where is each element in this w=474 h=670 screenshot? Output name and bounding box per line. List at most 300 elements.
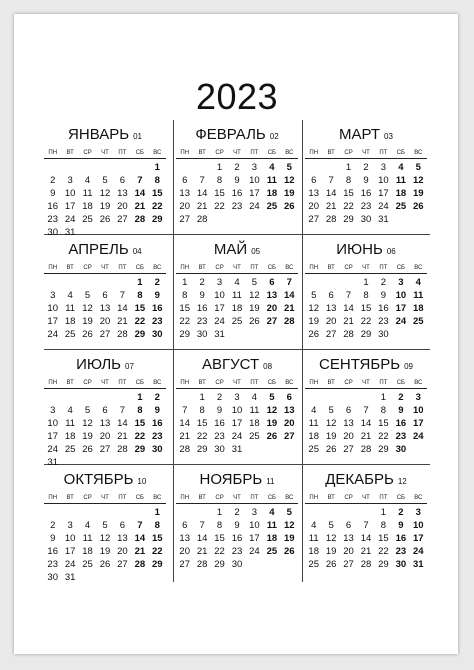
day-cell: 2 xyxy=(398,507,404,518)
day-cell: 27 xyxy=(99,444,111,455)
day-cell: 28 xyxy=(283,316,295,327)
days-grid xyxy=(44,389,166,469)
column-divider xyxy=(173,120,174,582)
day-cell: 12 xyxy=(308,303,319,314)
weekday-label: ПН xyxy=(309,380,319,386)
day-cell: 1 xyxy=(363,277,369,288)
month-11 xyxy=(176,471,298,571)
day-cell: 1 xyxy=(199,392,205,403)
day-cell: 25 xyxy=(64,329,76,340)
empty-cell xyxy=(340,276,357,289)
day-cell: 24 xyxy=(231,431,243,442)
day-cell: 1 xyxy=(154,507,160,518)
day-cell: 5 xyxy=(328,405,334,416)
day-cell: 31 xyxy=(231,444,243,455)
weekday-label: ВТ xyxy=(198,495,206,501)
day-cell: 6 xyxy=(286,392,292,403)
weekday-label: ВТ xyxy=(327,265,335,271)
day-cell: 22 xyxy=(134,316,146,327)
month-name: ФЕВРАЛЬ xyxy=(195,126,266,143)
day-cell: 14 xyxy=(196,533,208,544)
day-cell: 6 xyxy=(182,520,188,531)
day-cell: 3 xyxy=(251,162,258,173)
day-cell: 17 xyxy=(64,546,76,557)
weekday-header xyxy=(44,148,166,159)
empty-cell xyxy=(322,391,339,404)
weekday-label: ПТ xyxy=(379,495,388,501)
day-cell: 24 xyxy=(395,316,407,327)
day-cell: 24 xyxy=(47,444,58,455)
day-cell: 8 xyxy=(380,520,387,531)
day-cell: 22 xyxy=(151,201,163,212)
day-cell: 12 xyxy=(283,175,295,186)
weekday-label: ПН xyxy=(48,495,58,501)
weekday-label: ПТ xyxy=(250,265,259,271)
weekday-label: ВТ xyxy=(327,495,335,501)
day-cell: 15 xyxy=(134,418,146,429)
days-grid xyxy=(305,274,427,341)
day-cell: 14 xyxy=(283,290,295,301)
day-cell: 11 xyxy=(65,418,76,429)
day-cell: 30 xyxy=(151,444,163,455)
day-cell: 10 xyxy=(47,418,58,429)
weekday-label: ВС xyxy=(414,380,423,386)
empty-cell xyxy=(114,161,131,174)
day-cell: 16 xyxy=(151,418,163,429)
day-cell: 26 xyxy=(99,214,111,225)
day-cell: 17 xyxy=(378,188,389,199)
day-cell: 11 xyxy=(82,188,93,199)
weekday-label: СР xyxy=(83,265,92,271)
day-cell: 27 xyxy=(283,431,295,442)
day-cell: 14 xyxy=(117,418,128,429)
day-cell: 15 xyxy=(214,188,225,199)
month-name: СЕНТЯБРЬ xyxy=(319,356,401,373)
days-grid xyxy=(44,274,166,341)
empty-cell xyxy=(96,391,113,404)
month-03 xyxy=(305,126,427,226)
day-cell: 4 xyxy=(251,392,258,403)
empty-cell xyxy=(193,161,210,174)
days-grid xyxy=(305,159,427,226)
empty-cell xyxy=(79,391,96,404)
days-grid xyxy=(305,504,427,571)
day-cell: 20 xyxy=(266,303,278,314)
weekday-header xyxy=(176,263,298,274)
day-cell: 12 xyxy=(82,303,93,314)
day-cell: 8 xyxy=(154,520,160,531)
month-number: 02 xyxy=(269,132,279,141)
day-cell: 17 xyxy=(412,533,424,544)
empty-cell xyxy=(305,506,322,519)
day-cell: 20 xyxy=(308,201,319,212)
day-cell: 21 xyxy=(179,431,190,442)
day-cell: 12 xyxy=(99,533,111,544)
day-cell: 23 xyxy=(47,559,58,570)
day-cell: 4 xyxy=(311,520,317,531)
day-cell: 27 xyxy=(117,214,128,225)
day-cell: 23 xyxy=(151,431,163,442)
day-cell: 20 xyxy=(117,546,128,557)
empty-cell xyxy=(340,391,357,404)
weekday-label: ПН xyxy=(309,495,319,501)
day-cell: 24 xyxy=(64,214,76,225)
year-title: 2023 xyxy=(195,76,279,117)
days-grid xyxy=(44,504,166,584)
day-cell: 19 xyxy=(283,533,295,544)
weekday-label: СБ xyxy=(267,150,276,156)
weekday-label: ВС xyxy=(153,265,162,271)
day-cell: 12 xyxy=(82,418,93,429)
day-cell: 1 xyxy=(216,507,223,518)
day-cell: 20 xyxy=(99,431,111,442)
weekday-label: ВС xyxy=(153,380,162,386)
day-cell: 17 xyxy=(214,303,225,314)
day-cell: 22 xyxy=(179,316,190,327)
weekday-label: ЧТ xyxy=(362,495,370,501)
day-cell: 11 xyxy=(308,418,319,429)
day-cell: 7 xyxy=(286,277,292,288)
month-number: 07 xyxy=(125,362,134,371)
day-cell: 18 xyxy=(231,303,243,314)
weekday-label: ЧТ xyxy=(362,380,370,386)
day-cell: 11 xyxy=(249,405,260,416)
day-cell: 18 xyxy=(308,546,319,557)
day-cell: 3 xyxy=(67,520,73,531)
day-cell: 8 xyxy=(363,290,369,301)
day-cell: 9 xyxy=(234,520,240,531)
day-cell: 22 xyxy=(378,546,389,557)
day-cell: 20 xyxy=(179,201,190,212)
weekday-label: ВС xyxy=(414,495,423,501)
day-cell: 14 xyxy=(134,188,146,199)
day-cell: 6 xyxy=(119,175,126,186)
day-cell: 21 xyxy=(196,201,208,212)
day-cell: 1 xyxy=(154,162,160,173)
row-divider xyxy=(44,349,430,350)
day-cell: 28 xyxy=(360,444,372,455)
day-cell: 15 xyxy=(151,533,163,544)
day-cell: 28 xyxy=(134,214,146,225)
day-cell: 31 xyxy=(64,572,76,583)
day-cell: 18 xyxy=(266,188,278,199)
day-cell: 5 xyxy=(286,162,292,173)
day-cell: 10 xyxy=(249,520,260,531)
day-cell: 4 xyxy=(398,162,404,173)
weekday-label: СБ xyxy=(396,380,405,386)
days-grid xyxy=(176,504,298,571)
month-09 xyxy=(305,356,427,456)
weekday-header xyxy=(305,493,427,504)
day-cell: 26 xyxy=(266,431,278,442)
day-cell: 27 xyxy=(99,329,111,340)
weekday-label: СБ xyxy=(267,495,276,501)
weekday-label: ЧТ xyxy=(101,150,109,156)
day-cell: 29 xyxy=(214,559,225,570)
day-cell: 20 xyxy=(343,431,354,442)
day-cell: 22 xyxy=(378,431,389,442)
days-grid xyxy=(176,389,298,456)
day-cell: 14 xyxy=(360,533,372,544)
empty-cell xyxy=(44,161,61,174)
day-cell: 25 xyxy=(231,316,243,327)
day-cell: 14 xyxy=(325,188,337,199)
day-cell: 15 xyxy=(343,188,354,199)
day-cell: 28 xyxy=(179,444,190,455)
day-cell: 11 xyxy=(266,175,277,186)
day-cell: 17 xyxy=(47,316,58,327)
day-cell: 18 xyxy=(82,201,93,212)
day-cell: 15 xyxy=(378,418,389,429)
days-grid xyxy=(305,389,427,456)
empty-cell xyxy=(193,506,210,519)
day-cell: 10 xyxy=(64,533,76,544)
day-cell: 29 xyxy=(378,444,389,455)
day-cell: 28 xyxy=(117,444,128,455)
day-cell: 5 xyxy=(251,277,258,288)
day-cell: 2 xyxy=(154,392,160,403)
day-cell: 5 xyxy=(328,520,334,531)
weekday-label: СР xyxy=(215,380,224,386)
day-cell: 2 xyxy=(398,392,404,403)
day-cell: 8 xyxy=(154,175,160,186)
month-header xyxy=(305,356,427,378)
day-cell: 30 xyxy=(151,329,163,340)
empty-cell xyxy=(340,506,357,519)
day-cell: 19 xyxy=(266,418,278,429)
weekday-label: ВС xyxy=(414,150,423,156)
empty-cell xyxy=(61,391,78,404)
weekday-label: ВТ xyxy=(198,150,206,156)
day-cell: 3 xyxy=(415,507,421,518)
day-cell: 2 xyxy=(50,175,56,186)
weekday-label: ПТ xyxy=(118,265,127,271)
day-cell: 15 xyxy=(214,533,225,544)
weekday-label: ПН xyxy=(180,380,190,386)
day-cell: 14 xyxy=(179,418,190,429)
day-cell: 21 xyxy=(360,431,372,442)
day-cell: 6 xyxy=(328,290,334,301)
days-grid xyxy=(176,159,298,226)
empty-cell xyxy=(96,161,113,174)
day-cell: 7 xyxy=(137,175,143,186)
day-cell: 24 xyxy=(249,546,260,557)
day-cell: 5 xyxy=(102,520,108,531)
weekday-label: ПН xyxy=(309,150,319,156)
day-cell: 10 xyxy=(249,175,260,186)
weekday-label: СБ xyxy=(135,380,144,386)
empty-cell xyxy=(61,161,78,174)
empty-cell xyxy=(79,161,96,174)
empty-cell xyxy=(61,506,78,519)
day-cell: 2 xyxy=(199,277,205,288)
day-cell: 31 xyxy=(378,214,389,225)
month-08 xyxy=(176,356,298,456)
day-cell: 16 xyxy=(151,303,163,314)
day-cell: 17 xyxy=(249,533,260,544)
day-cell: 11 xyxy=(308,533,319,544)
day-cell: 12 xyxy=(325,533,337,544)
day-cell: 29 xyxy=(134,444,146,455)
day-cell: 26 xyxy=(249,316,260,327)
day-cell: 27 xyxy=(308,214,319,225)
day-cell: 7 xyxy=(363,520,369,531)
day-cell: 26 xyxy=(308,329,319,340)
day-cell: 7 xyxy=(182,405,188,416)
day-cell: 8 xyxy=(137,290,143,301)
weekday-label: ЧТ xyxy=(101,495,109,501)
days-grid xyxy=(44,159,166,239)
day-cell: 13 xyxy=(99,418,111,429)
day-cell: 16 xyxy=(231,188,243,199)
day-cell: 21 xyxy=(196,546,208,557)
day-cell: 3 xyxy=(50,405,56,416)
day-cell: 12 xyxy=(249,290,260,301)
day-cell: 19 xyxy=(99,546,111,557)
day-cell: 16 xyxy=(47,546,58,557)
day-cell: 4 xyxy=(84,520,91,531)
day-cell: 3 xyxy=(251,507,258,518)
day-cell: 9 xyxy=(154,405,160,416)
day-cell: 26 xyxy=(82,329,93,340)
day-cell: 29 xyxy=(378,559,389,570)
day-cell: 7 xyxy=(119,405,126,416)
month-name: ИЮНЬ xyxy=(336,241,383,258)
empty-cell xyxy=(305,161,322,174)
day-cell: 10 xyxy=(395,290,407,301)
month-header xyxy=(176,126,298,148)
day-cell: 31 xyxy=(47,457,58,468)
day-cell: 25 xyxy=(64,444,76,455)
day-cell: 2 xyxy=(363,162,369,173)
day-cell: 27 xyxy=(343,444,354,455)
day-cell: 30 xyxy=(395,444,407,455)
month-header xyxy=(44,126,166,148)
day-cell: 14 xyxy=(134,533,146,544)
day-cell: 19 xyxy=(283,188,295,199)
day-cell: 24 xyxy=(214,316,225,327)
weekday-label: ПТ xyxy=(250,380,259,386)
day-cell: 21 xyxy=(325,201,337,212)
day-cell: 8 xyxy=(345,175,352,186)
empty-cell xyxy=(305,391,322,404)
day-cell: 8 xyxy=(216,520,223,531)
day-cell: 13 xyxy=(99,303,111,314)
weekday-label: ВТ xyxy=(327,150,335,156)
day-cell: 20 xyxy=(283,418,295,429)
weekday-label: ПТ xyxy=(118,150,127,156)
day-cell: 27 xyxy=(343,559,354,570)
day-cell: 4 xyxy=(269,507,275,518)
day-cell: 15 xyxy=(179,303,190,314)
day-cell: 26 xyxy=(412,201,424,212)
month-04 xyxy=(44,241,166,341)
day-cell: 25 xyxy=(249,431,260,442)
day-cell: 23 xyxy=(378,316,389,327)
weekday-label: СР xyxy=(215,495,224,501)
day-cell: 28 xyxy=(196,559,208,570)
day-cell: 30 xyxy=(231,559,243,570)
day-cell: 6 xyxy=(311,175,317,186)
day-cell: 14 xyxy=(360,418,372,429)
weekday-label: ПН xyxy=(180,150,190,156)
day-cell: 29 xyxy=(360,329,372,340)
empty-cell xyxy=(44,506,61,519)
day-cell: 11 xyxy=(395,175,406,186)
day-cell: 31 xyxy=(214,329,225,340)
weekday-label: ЧТ xyxy=(101,380,109,386)
day-cell: 28 xyxy=(325,214,337,225)
weekday-label: ВТ xyxy=(66,150,74,156)
day-cell: 21 xyxy=(343,316,354,327)
month-header xyxy=(305,471,427,493)
empty-cell xyxy=(176,391,193,404)
day-cell: 10 xyxy=(214,290,225,301)
day-cell: 23 xyxy=(360,201,372,212)
day-cell: 25 xyxy=(308,444,319,455)
empty-cell xyxy=(322,161,339,174)
day-cell: 9 xyxy=(50,188,56,199)
day-cell: 3 xyxy=(380,162,387,173)
day-cell: 3 xyxy=(234,392,240,403)
day-cell: 1 xyxy=(182,277,188,288)
day-cell: 29 xyxy=(134,329,146,340)
day-cell: 12 xyxy=(283,520,295,531)
weekday-header xyxy=(44,263,166,274)
day-cell: 2 xyxy=(234,162,240,173)
weekday-label: ПН xyxy=(48,265,58,271)
empty-cell xyxy=(44,276,61,289)
day-cell: 26 xyxy=(99,559,111,570)
day-cell: 23 xyxy=(231,201,243,212)
month-header xyxy=(176,471,298,493)
day-cell: 16 xyxy=(196,303,208,314)
weekday-label: ПТ xyxy=(250,150,259,156)
day-cell: 14 xyxy=(117,303,128,314)
day-cell: 25 xyxy=(308,559,319,570)
day-cell: 4 xyxy=(234,277,240,288)
day-cell: 24 xyxy=(64,559,76,570)
weekday-label: СБ xyxy=(396,150,405,156)
day-cell: 1 xyxy=(380,507,387,518)
day-cell: 14 xyxy=(196,188,208,199)
day-cell: 1 xyxy=(380,392,387,403)
day-cell: 2 xyxy=(380,277,387,288)
day-cell: 6 xyxy=(269,277,275,288)
day-cell: 7 xyxy=(345,290,352,301)
day-cell: 21 xyxy=(117,316,128,327)
day-cell: 16 xyxy=(360,188,372,199)
month-02 xyxy=(176,126,298,226)
day-cell: 31 xyxy=(412,559,424,570)
month-06 xyxy=(305,241,427,341)
weekday-label: ВТ xyxy=(66,495,74,501)
weekday-label: СБ xyxy=(135,150,144,156)
month-number: 06 xyxy=(386,247,396,256)
day-cell: 25 xyxy=(82,214,93,225)
day-cell: 23 xyxy=(231,546,243,557)
month-number: 05 xyxy=(251,247,261,256)
day-cell: 5 xyxy=(84,405,91,416)
month-name: МАЙ xyxy=(213,241,248,258)
day-cell: 5 xyxy=(269,392,275,403)
weekday-label: ПН xyxy=(48,380,58,386)
day-cell: 29 xyxy=(343,214,354,225)
day-cell: 13 xyxy=(343,533,354,544)
day-cell: 25 xyxy=(266,546,278,557)
days-grid xyxy=(176,274,298,341)
day-cell: 9 xyxy=(380,290,387,301)
